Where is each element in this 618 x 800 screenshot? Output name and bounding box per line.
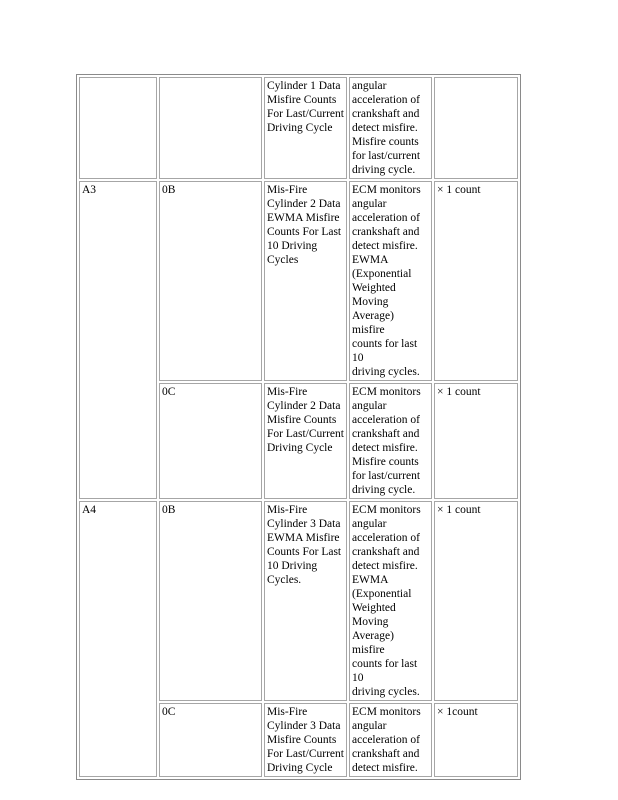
name-cell: Mis-Fire Cylinder 2 Data Misfire Counts For Last/Current Driving Cycle xyxy=(264,383,347,499)
name-cell: Cylinder 1 Data Misfire Counts For Last/Current Driving Cycle xyxy=(264,77,347,179)
description-cell: ECM monitors angular acceleration of crankshaft and detect misfire. xyxy=(349,703,432,777)
table-row xyxy=(79,501,518,701)
scaling-cell xyxy=(434,77,518,179)
description-cell: ECM monitors angular acceleration of crankshaft and detect misfire. EWMA (Exponential Weighted Moving Average) misfire counts for last 10 driving cycles. xyxy=(349,501,432,701)
scaling-cell: × 1 count xyxy=(434,383,518,499)
tid-cell: 0B xyxy=(159,501,262,701)
mid-cell: A4 xyxy=(79,501,157,777)
tid-cell: 0C xyxy=(159,703,262,777)
scaling-cell: × 1 count xyxy=(434,501,518,701)
tid-cell: 0C xyxy=(159,383,262,499)
name-cell: Mis-Fire Cylinder 2 Data EWMA Misfire Counts For Last 10 Driving Cycles xyxy=(264,181,347,381)
tid-cell xyxy=(159,77,262,179)
name-cell: Mis-Fire Cylinder 3 Data Misfire Counts For Last/Current Driving Cycle xyxy=(264,703,347,777)
name-cell: Mis-Fire Cylinder 3 Data EWMA Misfire Counts For Last 10 Driving Cycles. xyxy=(264,501,347,701)
tid-cell: 0B xyxy=(159,181,262,381)
description-cell: ECM monitors angular acceleration of crankshaft and detect misfire. Misfire counts for last/current driving cycle. xyxy=(349,383,432,499)
description-cell: ECM monitors angular acceleration of crankshaft and detect misfire. EWMA (Exponential Weighted Moving Average) misfire counts for last 10 driving cycles. xyxy=(349,181,432,381)
description-cell: angular acceleration of crankshaft and detect misfire. Misfire counts for last/current driving cycle. xyxy=(349,77,432,179)
monitor-data-table xyxy=(76,74,521,780)
mid-cell xyxy=(79,77,157,179)
table-row xyxy=(79,77,518,179)
mid-cell: A3 xyxy=(79,181,157,499)
table-row xyxy=(79,181,518,381)
scaling-cell: × 1count xyxy=(434,703,518,777)
scaling-cell: × 1 count xyxy=(434,181,518,381)
